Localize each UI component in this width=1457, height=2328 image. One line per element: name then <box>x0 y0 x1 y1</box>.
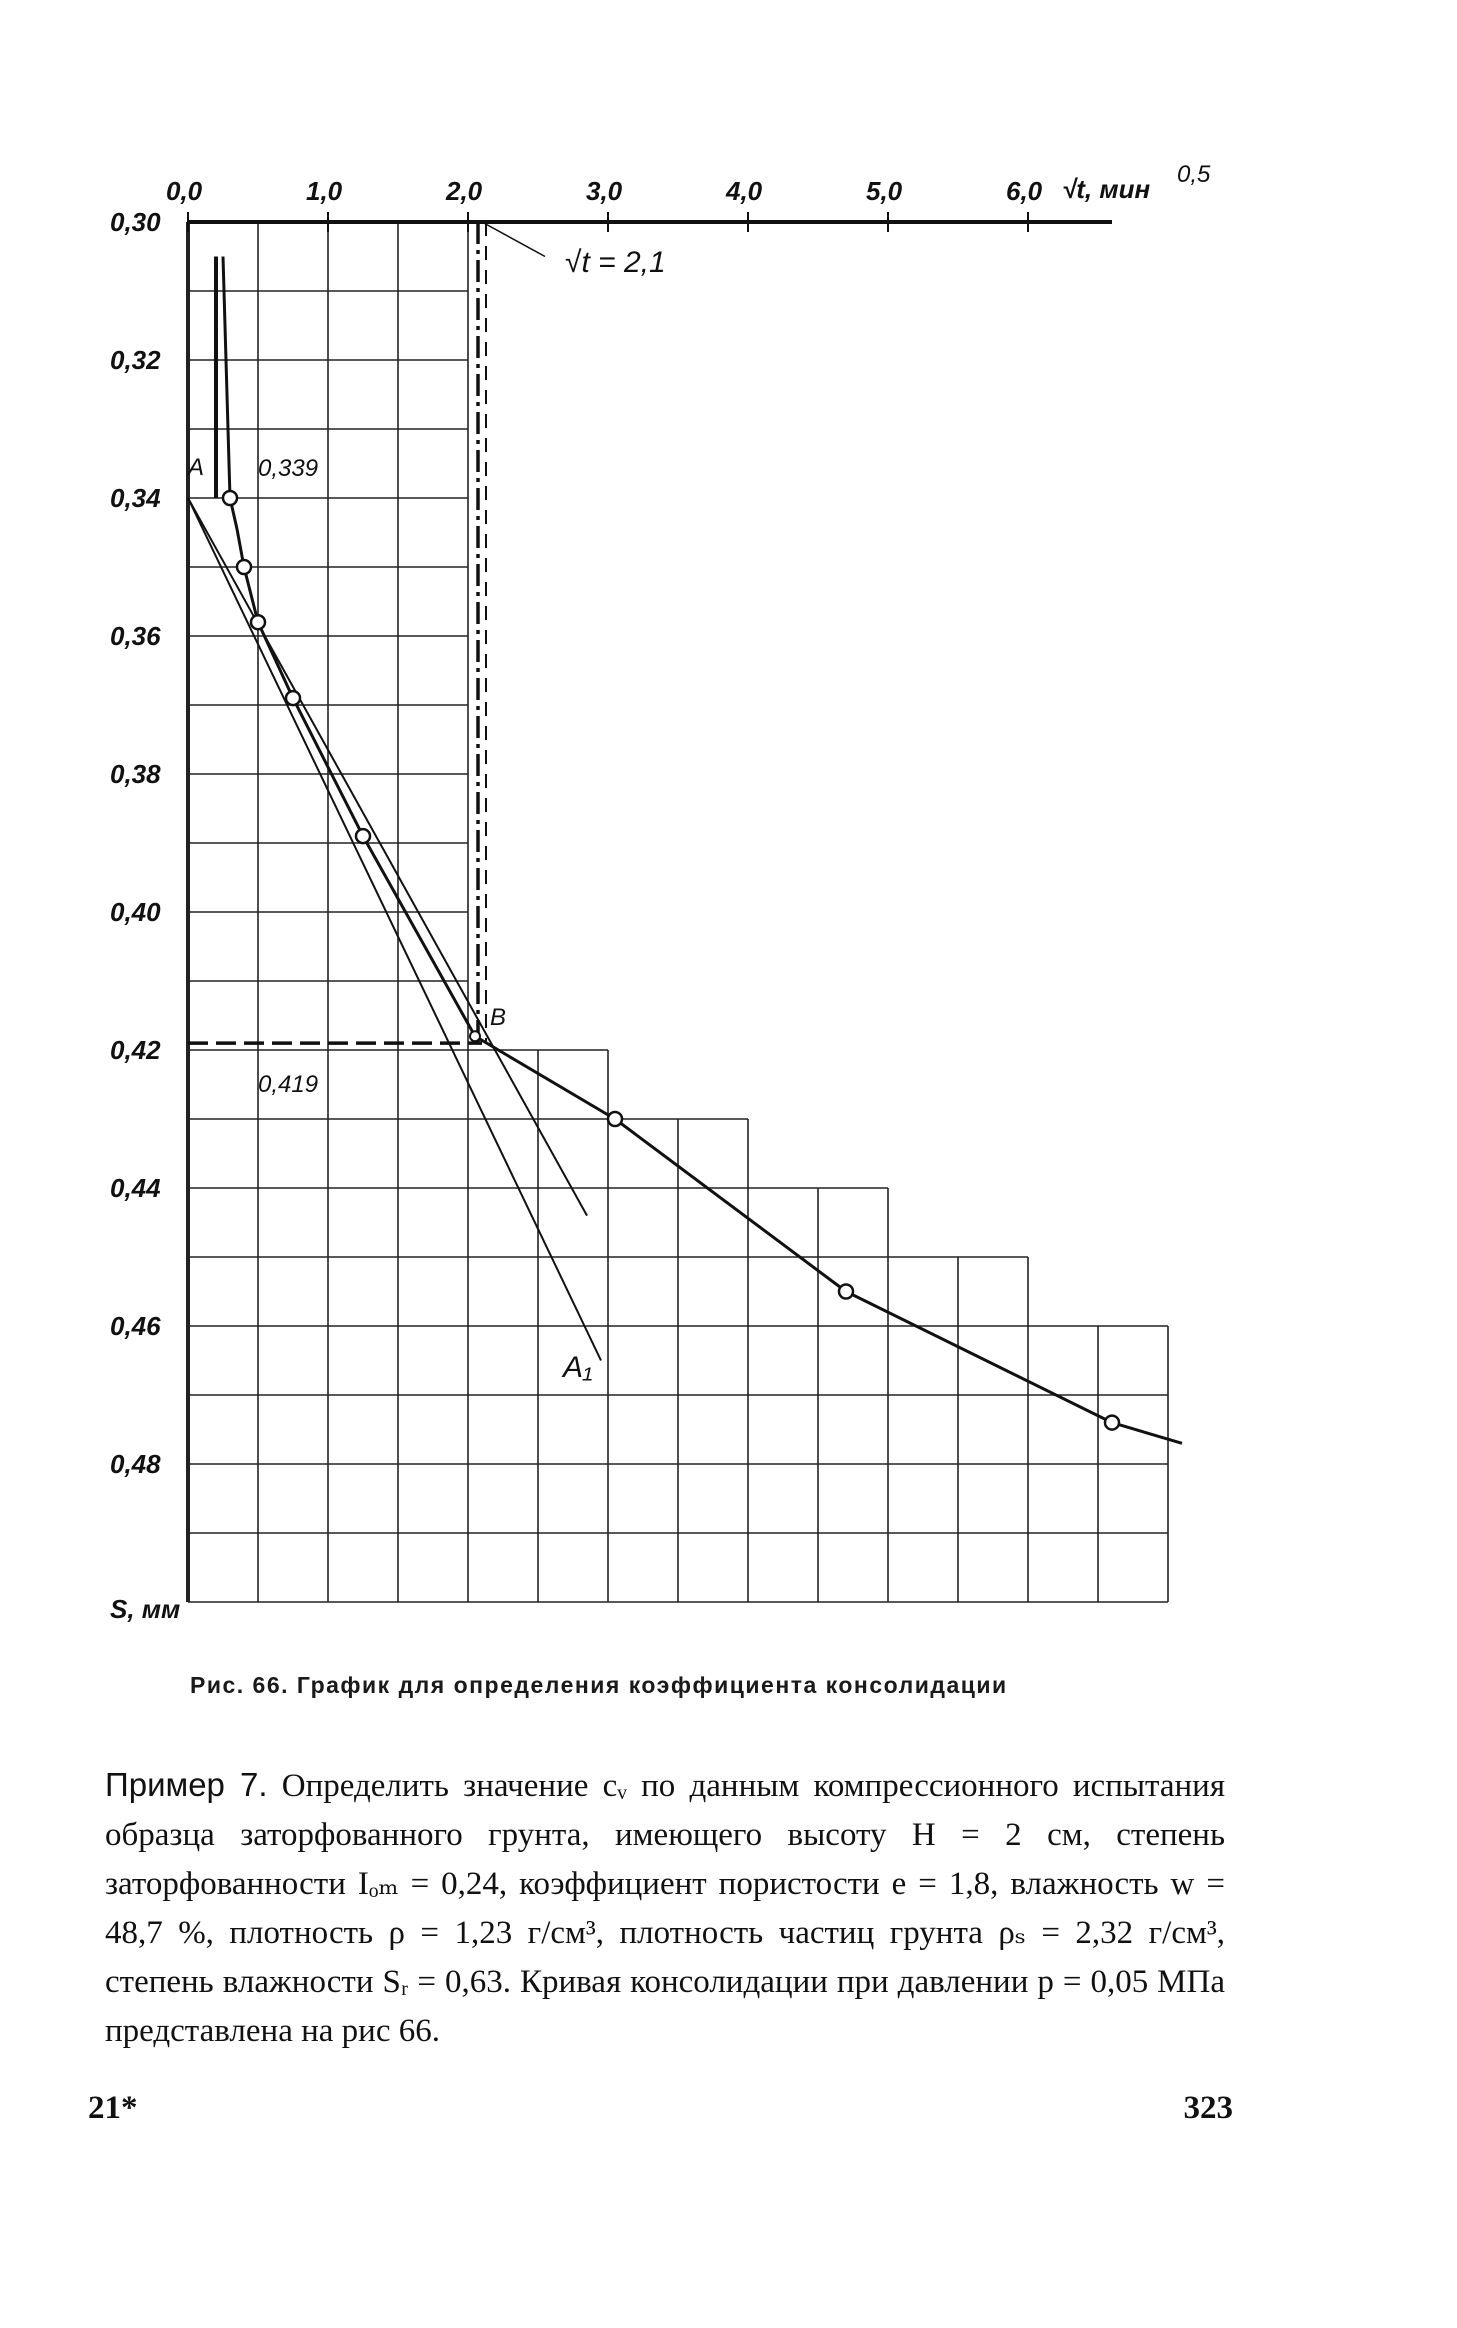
x-tick-label: 0,0 <box>166 176 203 206</box>
data-point <box>356 829 370 843</box>
figure-caption: Рис. 66. График для определения коэффициента консолидации <box>190 1672 1008 1698</box>
data-point <box>237 560 251 574</box>
x-tick-label: 5,0 <box>866 176 903 206</box>
y-axis-title: S, мм <box>110 1594 181 1624</box>
chart-grid <box>188 222 1168 1602</box>
value-label-0419: 0,419 <box>258 1071 319 1098</box>
y-tick-label: 0,48 <box>110 1449 161 1479</box>
x-axis-title-exponent: 0,5 <box>1177 161 1211 188</box>
x-tick-label: 4,0 <box>726 176 763 206</box>
example-body: Определить значение cᵥ по данным компрессионного испытания образца заторфованного грунта, имеющего высоту H = 2 см, степень заторфованности Iₒₘ = 0,24, коэффициент пористости e = 1,8, влажность w = 48,7 %, плотность ρ = 1,23 г/см³, плотность частиц грунта ρₛ = 2,32 г/см³, степень влажности Sᵣ = 0,63. Кривая консолидации при давлении p = 0,05 МПа представлена на рис 66. <box>105 1768 1225 2049</box>
y-tick-label: 0,36 <box>110 621 161 651</box>
x-tick-label: 1,0 <box>306 176 343 206</box>
y-tick-label: 0,30 <box>110 207 161 237</box>
intersection-point-b <box>470 1031 480 1041</box>
signature-mark: 21* <box>88 2090 138 2126</box>
y-tick-label: 0,40 <box>110 897 161 927</box>
data-series <box>216 257 1182 1444</box>
y-tick-label: 0,32 <box>110 345 161 375</box>
example-lead: Пример 7. <box>105 1766 268 1803</box>
axis-tick-labels <box>110 176 1043 1479</box>
value-label-0339: 0,339 <box>258 455 319 482</box>
sqrt-t-annotation: √t = 2,1 <box>565 246 666 279</box>
construction-line <box>188 498 587 1216</box>
consolidation-curve <box>223 257 1182 1444</box>
point-label-b: B <box>490 1004 507 1031</box>
point-label-a: A <box>188 454 205 481</box>
y-tick-label: 0,46 <box>110 1311 161 1341</box>
y-tick-label: 0,34 <box>110 483 161 513</box>
point-label-a1: A₁ <box>563 1351 593 1384</box>
data-markers <box>223 491 1119 1430</box>
data-point <box>251 615 265 629</box>
page-number: 323 <box>1183 2090 1233 2126</box>
example-paragraph <box>105 1760 1225 2056</box>
y-tick-label: 0,42 <box>110 1035 161 1065</box>
x-tick-label: 3,0 <box>586 176 623 206</box>
y-tick-label: 0,44 <box>110 1173 161 1203</box>
x-axis-title: √t, мин <box>1062 174 1151 204</box>
annotation-leader-line <box>482 222 545 257</box>
data-point <box>839 1285 853 1299</box>
data-point <box>286 691 300 705</box>
data-point <box>608 1112 622 1126</box>
x-tick-label: 6,0 <box>1006 176 1043 206</box>
construction-line <box>188 498 601 1361</box>
y-tick-label: 0,38 <box>110 759 161 789</box>
construction-lines <box>188 498 601 1361</box>
data-point <box>223 491 237 505</box>
data-point <box>1105 1416 1119 1430</box>
reference-lines <box>188 222 545 1043</box>
x-tick-label: 2,0 <box>446 176 483 206</box>
